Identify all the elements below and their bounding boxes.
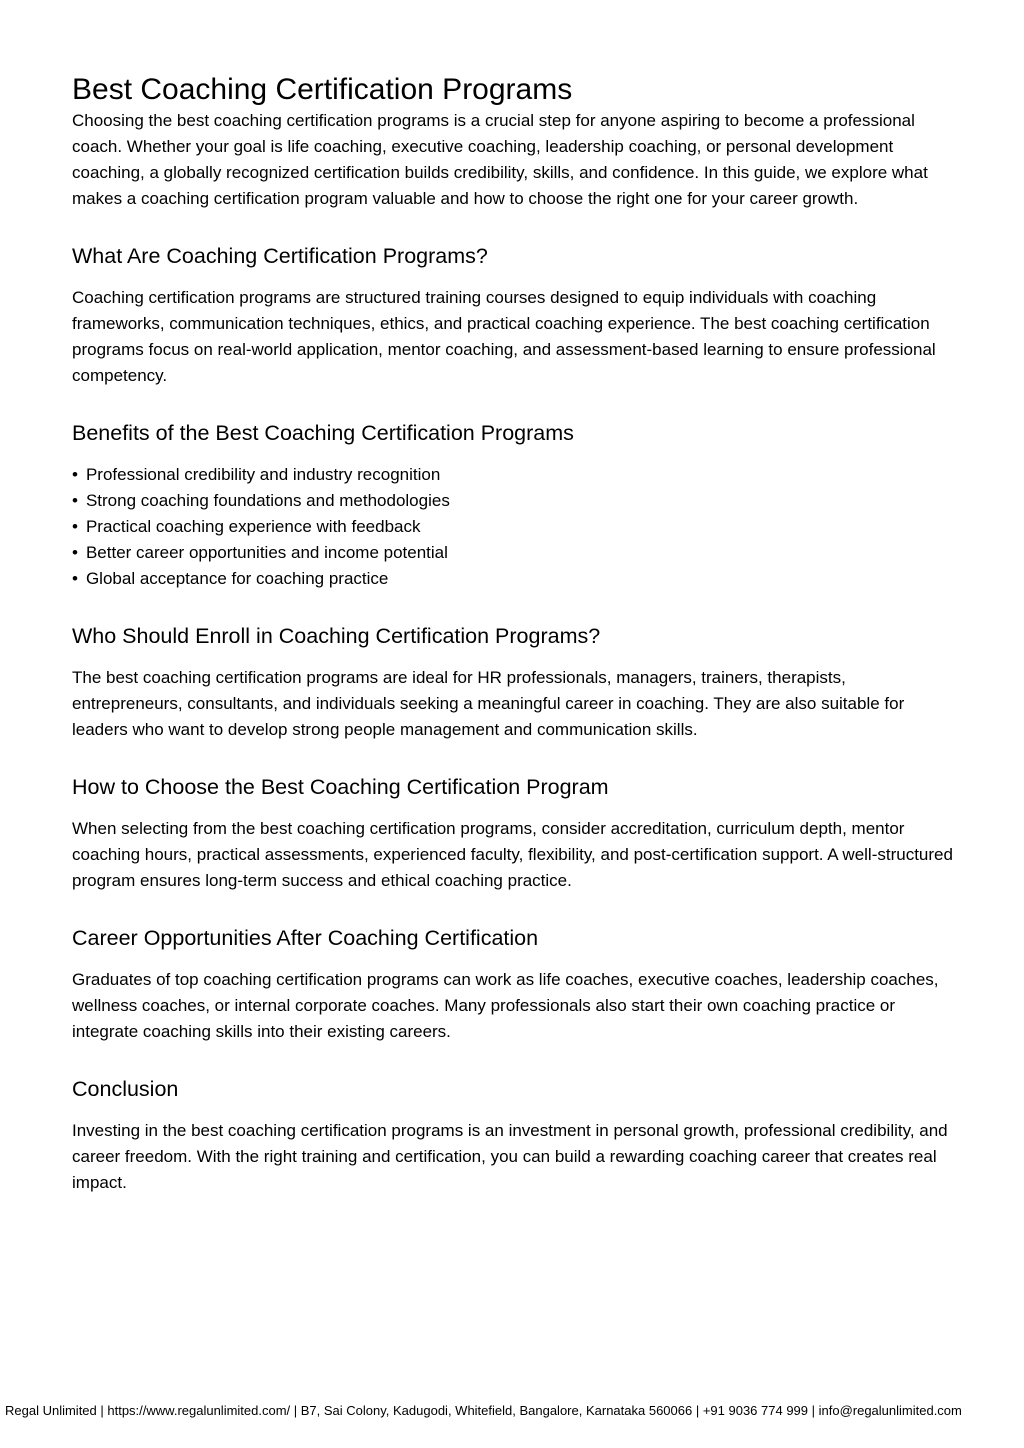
bullet-text: Global acceptance for coaching practice	[85, 569, 389, 588]
bullet-item	[72, 514, 953, 540]
benefits-list	[72, 462, 953, 592]
section-paragraph: Coaching certification programs are structured training courses designed to equip individuals with coaching frameworks, communication techniques, ethics, and practical coaching experience. The best coaching certification programs focus on real-world application, mentor coaching, and assessment-based learning to ensure professional competency.	[72, 288, 936, 385]
section-paragraph: Investing in the best coaching certification programs is an investment in personal growth, professional credibility, and career freedom. With the right training and certification, you can build a rewarding coaching career that creates real impact.	[72, 1121, 948, 1192]
section-how-to-choose	[72, 773, 953, 894]
section-paragraph: When selecting from the best coaching certification programs, consider accreditation, curriculum depth, mentor coaching hours, practical assessments, experienced faculty, flexibility, and post-certification support. A well-structured program ensures long-term success and ethical coaching practice.	[72, 819, 953, 890]
bullet-item	[72, 488, 953, 514]
section-career-opportunities	[72, 924, 953, 1045]
bullet-text: Better career opportunities and income potential	[85, 543, 448, 562]
intro-paragraph: Choosing the best coaching certification programs is a crucial step for anyone aspiring to become a professional coach. Whether your goal is life coaching, executive coaching, leadership coaching, or personal development coaching, a globally recognized certification builds credibility, skills, and confidence. In this guide, we explore what makes a coaching certification program valuable and how to choose the right one for your career growth.	[72, 111, 928, 208]
section-conclusion	[72, 1075, 953, 1196]
bullet-item	[72, 462, 953, 488]
bullet-icon: •	[72, 491, 78, 510]
page-title: Best Coaching Certification Programs	[72, 73, 573, 106]
footer-text: Regal Unlimited | https://www.regalunlimited.com/ | B7, Sai Colony, Kadugodi, Whitefield, Bangalore, Karnataka 560066 | +91 9036 774 999 | info@regalunlimited.com	[5, 1403, 962, 1418]
bullet-item	[72, 566, 953, 592]
bullet-icon: •	[72, 543, 78, 562]
section-heading: Who Should Enroll in Coaching Certification Programs?	[72, 624, 601, 648]
section-heading: What Are Coaching Certification Programs?	[72, 244, 488, 268]
section-heading: Career Opportunities After Coaching Certification	[72, 926, 539, 950]
bullet-icon: •	[72, 517, 78, 536]
section-paragraph: Graduates of top coaching certification programs can work as life coaches, executive coaches, leadership coaches, wellness coaches, or internal corporate coaches. Many professionals also start their own coaching practice or integrate coaching skills into their existing careers.	[72, 970, 939, 1041]
section-benefits	[72, 419, 953, 592]
section-who-should-enroll	[72, 622, 953, 743]
bullet-icon: •	[72, 569, 78, 588]
section-what-are	[72, 242, 953, 389]
bullet-icon: •	[72, 465, 78, 484]
bullet-item	[72, 540, 953, 566]
section-paragraph: The best coaching certification programs are ideal for HR professionals, managers, trainers, therapists, entrepreneurs, consultants, and individuals seeking a meaningful career in coaching. They are also suitable for leaders who want to develop strong people management and communication skills.	[72, 668, 905, 739]
bullet-text: Professional credibility and industry recognition	[85, 465, 441, 484]
bullet-text: Practical coaching experience with feedback	[85, 517, 421, 536]
section-heading: How to Choose the Best Coaching Certification Program	[72, 775, 609, 799]
section-heading: Benefits of the Best Coaching Certification Programs	[72, 421, 574, 445]
section-heading: Conclusion	[72, 1077, 179, 1101]
bullet-text: Strong coaching foundations and methodologies	[85, 491, 450, 510]
